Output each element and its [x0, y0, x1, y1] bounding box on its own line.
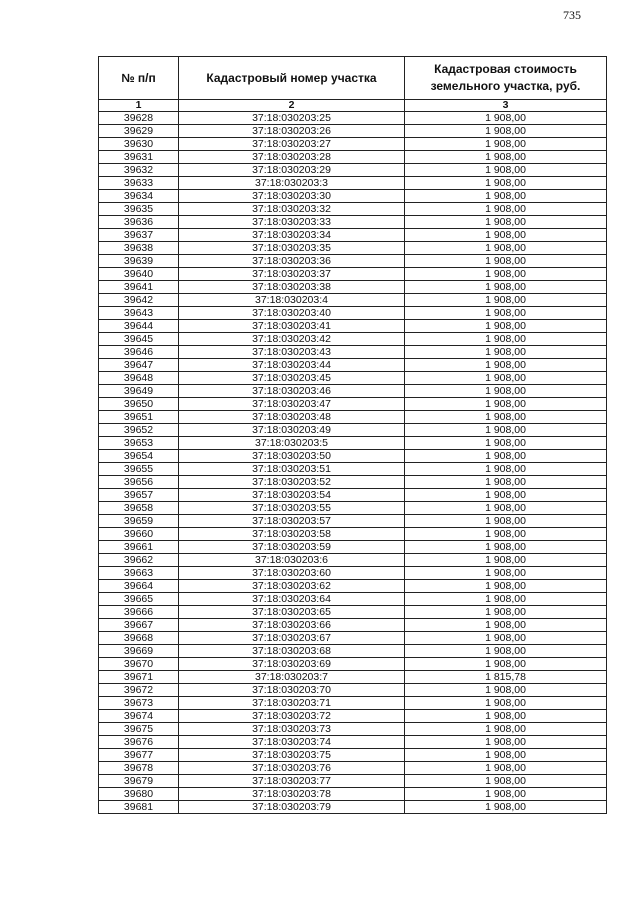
cadastral-value-cell: 1 908,00	[405, 762, 607, 775]
table-row	[99, 619, 607, 632]
table-row	[99, 736, 607, 749]
cadastral-value-cell: 1 908,00	[405, 385, 607, 398]
cadastral-value-cell: 1 908,00	[405, 333, 607, 346]
cadastral-number-cell: 37:18:030203:54	[179, 489, 405, 502]
cadastral-value-cell: 1 908,00	[405, 502, 607, 515]
row-number-cell: 39656	[99, 476, 179, 489]
table-row	[99, 489, 607, 502]
cadastral-value-cell: 1 908,00	[405, 593, 607, 606]
cadastral-number-cell: 37:18:030203:76	[179, 762, 405, 775]
table-row	[99, 242, 607, 255]
cadastral-value-cell: 1 908,00	[405, 411, 607, 424]
row-number-cell: 39676	[99, 736, 179, 749]
cadastral-number-cell: 37:18:030203:74	[179, 736, 405, 749]
table-row	[99, 788, 607, 801]
row-number-cell: 39642	[99, 294, 179, 307]
table-row	[99, 437, 607, 450]
cadastral-number-cell: 37:18:030203:79	[179, 801, 405, 814]
cadastral-number-cell: 37:18:030203:37	[179, 268, 405, 281]
table-row	[99, 749, 607, 762]
cadastral-number-cell: 37:18:030203:43	[179, 346, 405, 359]
table-row	[99, 372, 607, 385]
cadastral-value-cell: 1 908,00	[405, 697, 607, 710]
row-number-cell: 39649	[99, 385, 179, 398]
cadastral-number-cell: 37:18:030203:42	[179, 333, 405, 346]
cadastral-value-cell: 1 908,00	[405, 177, 607, 190]
cadastral-number-cell: 37:18:030203:68	[179, 645, 405, 658]
cadastral-value-cell: 1 908,00	[405, 684, 607, 697]
table-row	[99, 216, 607, 229]
cadastral-number-cell: 37:18:030203:75	[179, 749, 405, 762]
row-number-cell: 39650	[99, 398, 179, 411]
cadastral-number-cell: 37:18:030203:71	[179, 697, 405, 710]
cadastral-number-cell: 37:18:030203:57	[179, 515, 405, 528]
row-number-cell: 39630	[99, 138, 179, 151]
cadastral-value-cell: 1 908,00	[405, 138, 607, 151]
cadastral-value-cell: 1 908,00	[405, 320, 607, 333]
row-number-cell: 39665	[99, 593, 179, 606]
cadastral-number-cell: 37:18:030203:50	[179, 450, 405, 463]
page-number: 735	[563, 8, 581, 22]
row-number-cell: 39629	[99, 125, 179, 138]
row-number-cell: 39632	[99, 164, 179, 177]
row-number-cell: 39633	[99, 177, 179, 190]
row-number-cell: 39645	[99, 333, 179, 346]
cadastral-value-cell: 1 908,00	[405, 216, 607, 229]
row-number-cell: 39669	[99, 645, 179, 658]
cadastral-number-cell: 37:18:030203:69	[179, 658, 405, 671]
table-row	[99, 255, 607, 268]
cadastral-number-cell: 37:18:030203:40	[179, 307, 405, 320]
table-row	[99, 320, 607, 333]
row-number-cell: 39677	[99, 749, 179, 762]
row-number-cell: 39646	[99, 346, 179, 359]
table-row	[99, 580, 607, 593]
cadastral-number-cell: 37:18:030203:7	[179, 671, 405, 684]
header-number: № п/п	[99, 57, 179, 100]
table-row	[99, 697, 607, 710]
cadastral-value-cell: 1 908,00	[405, 281, 607, 294]
row-number-cell: 39666	[99, 606, 179, 619]
table-row	[99, 424, 607, 437]
row-number-cell: 39675	[99, 723, 179, 736]
table-row	[99, 346, 607, 359]
cadastral-number-cell: 37:18:030203:73	[179, 723, 405, 736]
cadastral-value-cell: 1 908,00	[405, 489, 607, 502]
table-row	[99, 151, 607, 164]
table-row	[99, 476, 607, 489]
table-row	[99, 684, 607, 697]
row-number-cell: 39643	[99, 307, 179, 320]
cadastral-value-cell: 1 908,00	[405, 606, 607, 619]
cadastral-number-cell: 37:18:030203:59	[179, 541, 405, 554]
table-row	[99, 125, 607, 138]
cadastral-number-cell: 37:18:030203:48	[179, 411, 405, 424]
table-row	[99, 515, 607, 528]
row-number-cell: 39655	[99, 463, 179, 476]
row-number-cell: 39659	[99, 515, 179, 528]
cadastral-number-cell: 37:18:030203:4	[179, 294, 405, 307]
table-row	[99, 554, 607, 567]
table-row	[99, 411, 607, 424]
cadastral-number-cell: 37:18:030203:32	[179, 203, 405, 216]
table-row	[99, 268, 607, 281]
row-number-cell: 39670	[99, 658, 179, 671]
table-row	[99, 775, 607, 788]
cadastral-number-cell: 37:18:030203:70	[179, 684, 405, 697]
row-number-cell: 39637	[99, 229, 179, 242]
row-number-cell: 39652	[99, 424, 179, 437]
table-row	[99, 138, 607, 151]
table-row	[99, 359, 607, 372]
row-number-cell: 39662	[99, 554, 179, 567]
cadastral-value-cell: 1 908,00	[405, 372, 607, 385]
cadastral-number-cell: 37:18:030203:34	[179, 229, 405, 242]
table-row	[99, 567, 607, 580]
cadastral-value-cell: 1 908,00	[405, 164, 607, 177]
row-number-cell: 39660	[99, 528, 179, 541]
column-number: 3	[405, 100, 607, 112]
row-number-cell: 39631	[99, 151, 179, 164]
table-row	[99, 450, 607, 463]
cadastral-value-cell: 1 908,00	[405, 632, 607, 645]
cadastral-value-cell: 1 908,00	[405, 125, 607, 138]
cadastral-value-cell: 1 908,00	[405, 398, 607, 411]
column-number: 2	[179, 100, 405, 112]
table-row	[99, 177, 607, 190]
cadastral-number-cell: 37:18:030203:5	[179, 437, 405, 450]
cadastral-value-cell: 1 908,00	[405, 203, 607, 216]
cadastral-value-cell: 1 908,00	[405, 255, 607, 268]
cadastral-number-cell: 37:18:030203:30	[179, 190, 405, 203]
table-row	[99, 528, 607, 541]
row-number-cell: 39639	[99, 255, 179, 268]
cadastral-value-cell: 1 908,00	[405, 619, 607, 632]
row-number-cell: 39640	[99, 268, 179, 281]
row-number-cell: 39681	[99, 801, 179, 814]
table-row	[99, 229, 607, 242]
cadastral-value-cell: 1 908,00	[405, 450, 607, 463]
table-row	[99, 385, 607, 398]
cadastral-value-cell: 1 815,78	[405, 671, 607, 684]
table-row	[99, 463, 607, 476]
table-row	[99, 801, 607, 814]
cadastral-value-cell: 1 908,00	[405, 307, 607, 320]
cadastral-value-cell: 1 908,00	[405, 229, 607, 242]
cadastral-number-cell: 37:18:030203:35	[179, 242, 405, 255]
row-number-cell: 39634	[99, 190, 179, 203]
cadastral-value-cell: 1 908,00	[405, 749, 607, 762]
table-row	[99, 593, 607, 606]
row-number-cell: 39658	[99, 502, 179, 515]
header-cadastral-number: Кадастровый номер участка	[179, 57, 405, 100]
cadastral-number-cell: 37:18:030203:67	[179, 632, 405, 645]
row-number-cell: 39664	[99, 580, 179, 593]
cadastral-number-cell: 37:18:030203:49	[179, 424, 405, 437]
cadastral-value-cell: 1 908,00	[405, 580, 607, 593]
cadastral-value-cell: 1 908,00	[405, 567, 607, 580]
cadastral-number-cell: 37:18:030203:36	[179, 255, 405, 268]
cadastral-number-cell: 37:18:030203:27	[179, 138, 405, 151]
cadastral-value-cell: 1 908,00	[405, 554, 607, 567]
table-row	[99, 398, 607, 411]
row-number-cell: 39647	[99, 359, 179, 372]
row-number-cell: 39638	[99, 242, 179, 255]
table-row	[99, 723, 607, 736]
cadastral-number-cell: 37:18:030203:28	[179, 151, 405, 164]
cadastral-number-cell: 37:18:030203:72	[179, 710, 405, 723]
cadastral-value-table	[98, 56, 607, 814]
cadastral-number-cell: 37:18:030203:55	[179, 502, 405, 515]
table-row	[99, 333, 607, 346]
cadastral-value-cell: 1 908,00	[405, 463, 607, 476]
row-number-cell: 39663	[99, 567, 179, 580]
row-number-cell: 39648	[99, 372, 179, 385]
cadastral-value-cell: 1 908,00	[405, 424, 607, 437]
cadastral-value-cell: 1 908,00	[405, 658, 607, 671]
column-number: 1	[99, 100, 179, 112]
cadastral-number-cell: 37:18:030203:62	[179, 580, 405, 593]
cadastral-number-cell: 37:18:030203:60	[179, 567, 405, 580]
cadastral-value-cell: 1 908,00	[405, 541, 607, 554]
header-row	[99, 57, 607, 100]
row-number-cell: 39628	[99, 112, 179, 125]
cadastral-number-cell: 37:18:030203:64	[179, 593, 405, 606]
table-row	[99, 762, 607, 775]
row-number-cell: 39673	[99, 697, 179, 710]
row-number-cell: 39661	[99, 541, 179, 554]
cadastral-number-cell: 37:18:030203:78	[179, 788, 405, 801]
cadastral-value-cell: 1 908,00	[405, 736, 607, 749]
table-row	[99, 294, 607, 307]
cadastral-number-cell: 37:18:030203:41	[179, 320, 405, 333]
cadastral-value-cell: 1 908,00	[405, 645, 607, 658]
row-number-cell: 39680	[99, 788, 179, 801]
table-row	[99, 671, 607, 684]
cadastral-number-cell: 37:18:030203:3	[179, 177, 405, 190]
row-number-cell: 39668	[99, 632, 179, 645]
cadastral-number-cell: 37:18:030203:25	[179, 112, 405, 125]
row-number-cell: 39641	[99, 281, 179, 294]
cadastral-value-cell: 1 908,00	[405, 294, 607, 307]
cadastral-value-cell: 1 908,00	[405, 515, 607, 528]
row-number-cell: 39674	[99, 710, 179, 723]
row-number-cell: 39672	[99, 684, 179, 697]
cadastral-value-cell: 1 908,00	[405, 476, 607, 489]
cadastral-value-cell: 1 908,00	[405, 775, 607, 788]
cadastral-number-cell: 37:18:030203:29	[179, 164, 405, 177]
cadastral-number-cell: 37:18:030203:52	[179, 476, 405, 489]
cadastral-value-cell: 1 908,00	[405, 528, 607, 541]
cadastral-number-cell: 37:18:030203:44	[179, 359, 405, 372]
cadastral-number-cell: 37:18:030203:46	[179, 385, 405, 398]
table-row	[99, 710, 607, 723]
cadastral-number-cell: 37:18:030203:58	[179, 528, 405, 541]
cadastral-number-cell: 37:18:030203:26	[179, 125, 405, 138]
row-number-cell: 39678	[99, 762, 179, 775]
row-number-cell: 39667	[99, 619, 179, 632]
row-number-cell: 39635	[99, 203, 179, 216]
table-row	[99, 164, 607, 177]
table-row	[99, 307, 607, 320]
row-number-cell: 39651	[99, 411, 179, 424]
table-row	[99, 606, 607, 619]
cadastral-number-cell: 37:18:030203:77	[179, 775, 405, 788]
cadastral-number-cell: 37:18:030203:65	[179, 606, 405, 619]
cadastral-number-cell: 37:18:030203:45	[179, 372, 405, 385]
table-row	[99, 502, 607, 515]
row-number-cell: 39636	[99, 216, 179, 229]
cadastral-value-cell: 1 908,00	[405, 801, 607, 814]
row-number-cell: 39657	[99, 489, 179, 502]
row-number-cell: 39653	[99, 437, 179, 450]
column-number-row	[99, 100, 607, 112]
table-row	[99, 190, 607, 203]
cadastral-number-cell: 37:18:030203:51	[179, 463, 405, 476]
header-cadastral-value: Кадастровая стоимость земельного участка, руб.	[405, 57, 607, 100]
table-row	[99, 632, 607, 645]
table-row	[99, 203, 607, 216]
cadastral-number-cell: 37:18:030203:6	[179, 554, 405, 567]
row-number-cell: 39671	[99, 671, 179, 684]
table-row	[99, 658, 607, 671]
cadastral-value-cell: 1 908,00	[405, 723, 607, 736]
cadastral-value-cell: 1 908,00	[405, 151, 607, 164]
cadastral-number-cell: 37:18:030203:38	[179, 281, 405, 294]
row-number-cell: 39654	[99, 450, 179, 463]
table-row	[99, 281, 607, 294]
cadastral-value-cell: 1 908,00	[405, 190, 607, 203]
cadastral-value-cell: 1 908,00	[405, 346, 607, 359]
cadastral-value-cell: 1 908,00	[405, 268, 607, 281]
row-number-cell: 39644	[99, 320, 179, 333]
cadastral-value-cell: 1 908,00	[405, 788, 607, 801]
cadastral-number-cell: 37:18:030203:33	[179, 216, 405, 229]
cadastral-value-cell: 1 908,00	[405, 112, 607, 125]
cadastral-number-cell: 37:18:030203:66	[179, 619, 405, 632]
table-row	[99, 112, 607, 125]
cadastral-value-cell: 1 908,00	[405, 437, 607, 450]
cadastral-number-cell: 37:18:030203:47	[179, 398, 405, 411]
table-body	[99, 112, 607, 814]
row-number-cell: 39679	[99, 775, 179, 788]
cadastral-value-cell: 1 908,00	[405, 710, 607, 723]
table-row	[99, 541, 607, 554]
cadastral-value-cell: 1 908,00	[405, 359, 607, 372]
cadastral-value-cell: 1 908,00	[405, 242, 607, 255]
table-row	[99, 645, 607, 658]
